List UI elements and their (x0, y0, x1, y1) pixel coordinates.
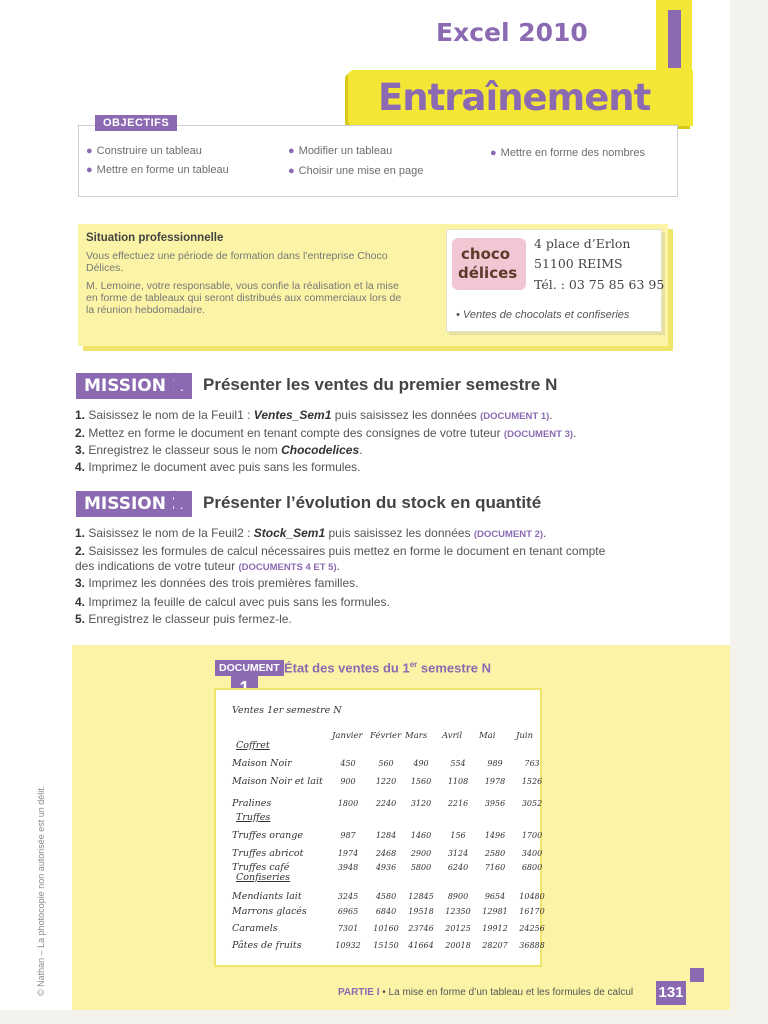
company-city: 51100 REIMS (534, 256, 623, 271)
mission1-step: 4. Imprimez le document avec puis sans les formules. (75, 460, 361, 474)
cell-value: 15150 (373, 941, 399, 950)
objectif-item: ● Construire un tableau (86, 145, 202, 157)
cell-value: 763 (524, 759, 540, 768)
month-header: Février (370, 731, 402, 741)
mission1-step: 2. Mettez en forme le document en tenant compte des consignes de votre tuteur (DOCUMENT 3). (75, 426, 577, 440)
row-label: Pâtes de fruits (232, 940, 302, 951)
mission2-step: des indications de votre tuteur (DOCUMENTS 4 ET 5). (75, 559, 340, 573)
company-phone: Tél. : 03 75 85 63 95 (534, 277, 665, 292)
cell-value: 2240 (375, 799, 397, 808)
row-label: Maison Noir et lait (232, 776, 323, 787)
bullet-icon: ● (288, 145, 295, 157)
cell-value: 3400 (521, 849, 543, 858)
row-label: Marrons glacés (232, 906, 307, 917)
situation-title: Situation professionnelle (86, 232, 224, 244)
cell-value: 4936 (375, 863, 397, 872)
mission2-tag: MISSION 2 (76, 491, 192, 517)
cell-value: 1560 (410, 777, 432, 786)
cell-value: 7301 (337, 924, 359, 933)
cell-value: 2216 (447, 799, 469, 808)
cell-value: 2468 (375, 849, 397, 858)
cell-value: 41664 (408, 941, 434, 950)
cell-value: 10932 (335, 941, 361, 950)
cell-value: 12845 (408, 892, 434, 901)
row-label: Caramels (232, 923, 278, 934)
cell-value: 490 (413, 759, 429, 768)
cell-value: 1974 (337, 849, 359, 858)
cell-value: 3124 (447, 849, 469, 858)
situation-text: en forme de tableaux qui seront distribués aux commerciaux lors de (86, 292, 402, 304)
cell-value: 7160 (484, 863, 506, 872)
footer-text: PARTIE I • La mise en forme d’un tableau et les formules de calcul (338, 987, 634, 998)
ribbon-title: Entraînement (378, 76, 651, 119)
row-label: Mendiants lait (232, 891, 302, 902)
cell-value: 28207 (482, 941, 508, 950)
bullet-icon: ● (86, 145, 93, 157)
group-name: Coffret (236, 740, 270, 751)
cell-value: 1978 (484, 777, 506, 786)
mission2-step: 3. Imprimez les données des trois premières familles. (75, 576, 359, 590)
cell-value: 3120 (410, 799, 432, 808)
group-name: Confiseries (236, 872, 291, 883)
group-name: Truffes (236, 812, 271, 823)
row-label: Truffes abricot (232, 848, 304, 859)
cell-value: 450 (340, 759, 356, 768)
cell-value: 6840 (375, 907, 397, 916)
row-label: Truffes café (232, 862, 290, 873)
bullet-icon: ● (490, 147, 497, 159)
company-address: 4 place d’Erlon (534, 236, 631, 251)
cell-value: 554 (450, 759, 466, 768)
logo-text: choco (461, 245, 511, 263)
mission2-step: 5. Enregistrez le classeur puis fermez-le. (75, 612, 292, 626)
cell-value: 1526 (521, 777, 543, 786)
mission2-step: 4. Imprimez la feuille de calcul avec puis sans les formules. (75, 595, 390, 609)
row-label: Pralines (232, 798, 272, 809)
cell-value: 989 (487, 759, 503, 768)
row-label: Truffes orange (232, 830, 303, 841)
company-activity: • Ventes de chocolats et confiseries (456, 309, 630, 321)
row-label: Maison Noir (232, 758, 292, 769)
cell-value: 560 (378, 759, 394, 768)
objectifs-box (78, 125, 678, 197)
cell-value: 6965 (337, 907, 359, 916)
cell-value: 3948 (337, 863, 359, 872)
chapter-title: Excel 2010 (436, 18, 588, 47)
month-header: Mai (479, 731, 496, 741)
month-header: Mars (405, 731, 428, 741)
cell-value: 1460 (410, 831, 432, 840)
cell-value: 987 (340, 831, 356, 840)
mission1-title: Présenter les ventes du premier semestre N (203, 375, 558, 394)
document-title: État des ventes du 1er semestre N (284, 660, 491, 676)
cell-value: 9654 (484, 892, 506, 901)
mission1-tag: MISSION 1 (76, 373, 192, 399)
cell-value: 19912 (482, 924, 508, 933)
cell-value: 4580 (375, 892, 397, 901)
cell-value: 23746 (408, 924, 434, 933)
cell-value: 1800 (337, 799, 359, 808)
cell-value: 16170 (519, 907, 545, 916)
objectifs-tag: OBJECTIFS (95, 115, 177, 131)
cell-value: 1700 (521, 831, 543, 840)
part-number-bar (668, 10, 681, 68)
situation-text: la réunion hebdomadaire. (86, 304, 206, 316)
cell-value: 6800 (521, 863, 543, 872)
situation-text: M. Lemoine, votre responsable, vous confie la réalisation et la mise (86, 280, 399, 292)
cell-value: 19518 (408, 907, 434, 916)
cell-value: 6240 (447, 863, 469, 872)
objectif-item: ● Modifier un tableau (288, 145, 393, 157)
cell-value: 10480 (519, 892, 545, 901)
cell-value: 8900 (447, 892, 469, 901)
sheet-title: Ventes 1er semestre N (232, 705, 342, 716)
mission2-step: 1. Saisissez le nom de la Feuil2 : Stock_Sem1 puis saisissez les données (DOCUMENT 2). (75, 526, 547, 540)
cell-value: 20125 (445, 924, 471, 933)
cell-value: 2900 (410, 849, 432, 858)
cell-value: 3956 (484, 799, 506, 808)
cell-value: 1284 (375, 831, 397, 840)
cell-value: 2580 (484, 849, 506, 858)
mission-arrow-icon (174, 490, 186, 516)
bullet-icon: ● (288, 165, 295, 177)
copyright-note: © Nathan – La photocopie non autorisée est un délit. (36, 785, 46, 996)
mission2-title: Présenter l’évolution du stock en quantité (203, 493, 542, 512)
month-header: Avril (442, 731, 463, 741)
objectif-item: ● Mettre en forme des nombres (490, 147, 645, 159)
month-header: Janvier (332, 731, 363, 741)
mission2-step: 2. Saisissez les formules de calcul nécessaires puis mettez en forme le document en tenant compte (75, 544, 606, 558)
cell-value: 12350 (445, 907, 471, 916)
cell-value: 1220 (375, 777, 397, 786)
cell-value: 900 (340, 777, 356, 786)
cell-value: 24256 (519, 924, 545, 933)
cell-value: 1108 (447, 777, 469, 786)
cell-value: 3052 (521, 799, 543, 808)
logo-text: délices (458, 264, 518, 282)
cell-value: 12981 (482, 907, 508, 916)
mission-arrow-icon (174, 372, 186, 398)
situation-text: Délices. (86, 262, 124, 274)
objectif-item: ● Mettre en forme un tableau (86, 164, 229, 176)
cell-value: 5800 (410, 863, 432, 872)
cell-value: 10160 (373, 924, 399, 933)
situation-text: Vous effectuez une période de formation dans l’entreprise Choco (86, 250, 388, 262)
cell-value: 36888 (519, 941, 545, 950)
cell-value: 20018 (445, 941, 471, 950)
cell-value: 156 (450, 831, 466, 840)
month-header: Juin (516, 731, 534, 741)
page-corner (690, 968, 704, 982)
cell-value: 3245 (337, 892, 359, 901)
objectif-item: ● Choisir une mise en page (288, 165, 424, 177)
document-tag: DOCUMENT (215, 660, 284, 676)
bullet-icon: ● (86, 164, 93, 176)
page-number: 131 (656, 981, 686, 1005)
mission1-step: 3. Enregistrez le classeur sous le nom Chocodelices. (75, 443, 363, 457)
mission1-step: 1. Saisissez le nom de la Feuil1 : Ventes_Sem1 puis saisissez les données (DOCUMENT 1). (75, 408, 553, 422)
cell-value: 1496 (484, 831, 506, 840)
